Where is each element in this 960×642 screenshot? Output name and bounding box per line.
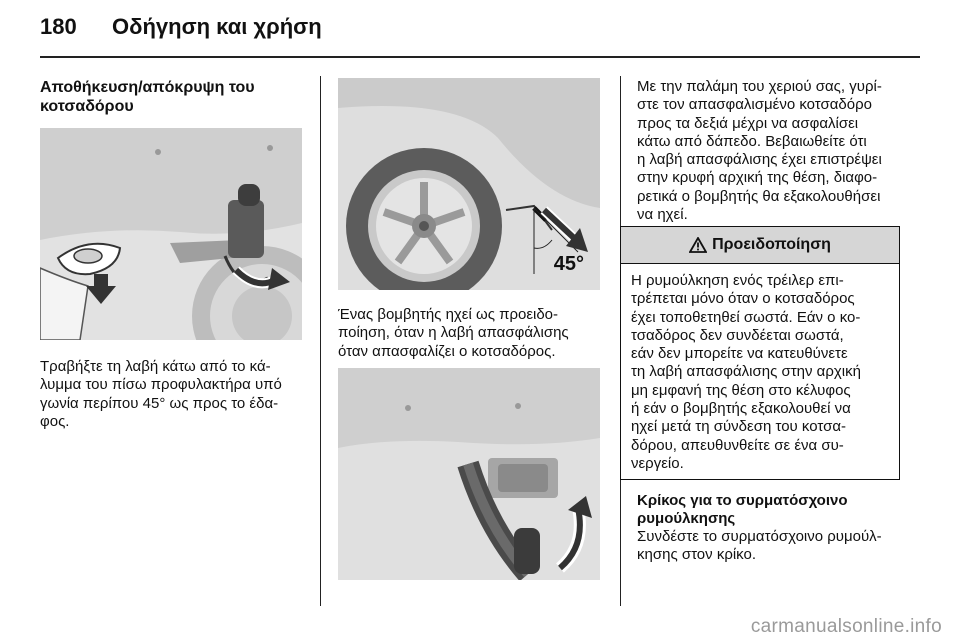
text-line: στην κρυφή αρχική της θέση, διαφο- xyxy=(637,169,878,187)
left-paragraph xyxy=(40,358,282,431)
warning-title-bar xyxy=(621,227,899,264)
page-number: 180 xyxy=(40,14,77,39)
text-line: νεργείο. xyxy=(631,454,684,472)
text-line: κάτω από δάπεδο. Βεβαιωθείτε ότι xyxy=(637,132,867,150)
warning-body xyxy=(621,264,899,473)
text-line: τη λαβή απασφάλισης στην αρχική xyxy=(631,363,861,381)
angle-label: 45° xyxy=(553,253,584,275)
text-line: τσαδόρος δεν συνδέεται σωστά, xyxy=(631,326,844,344)
sub-paragraph xyxy=(637,528,882,565)
text-line: γωνία περίπου 45° ως προς το έδα- xyxy=(40,394,279,412)
text-line: Συνδέστε το συρματόσχοινο ρυμούλ- xyxy=(637,528,882,545)
warning-triangle-icon xyxy=(689,237,707,253)
text-line: Τραβήξτε τη λαβή κάτω από το κά- xyxy=(40,358,271,375)
text-line: φος. xyxy=(40,412,70,430)
figure-rotate-towbar-illustration xyxy=(338,368,600,580)
text-line: ηχεί μετά τη σύνδεση του κοτσα- xyxy=(631,418,846,436)
text-line: λυμμα του πίσω προφυλακτήρα υπό xyxy=(40,376,282,394)
section-heading xyxy=(40,78,255,116)
text-line: τρέπεται μόνο όταν ο κοτσαδόρος xyxy=(631,290,855,308)
text-line: ρετικά ο βομβητής θα εξακολουθήσει xyxy=(637,187,881,205)
text-line: μη εμφανή της θέση στο κέλυφος xyxy=(631,381,851,399)
text-line: εάν δεν μπορείτε να κατευθύνετε xyxy=(631,345,848,363)
section-heading-line: Αποθήκευση/απόκρυψη του xyxy=(40,79,255,96)
text-line: η λαβή απασφάλισης έχει επιστρέψει xyxy=(637,151,882,169)
page-header xyxy=(40,14,920,54)
subsection-heading xyxy=(637,492,848,528)
section-heading-line: κοτσαδόρου xyxy=(40,98,134,115)
text-line: Με την παλάμη του χεριού σας, γυρί- xyxy=(637,78,882,95)
figure-pull-handle xyxy=(40,128,302,340)
text-line: Η ρυμούλκηση ενός τρέιλερ επι- xyxy=(631,272,844,289)
column-divider-left xyxy=(320,76,321,606)
text-line: έχει τοποθετηθεί σωστά. Εάν ο κο- xyxy=(631,308,861,326)
text-line: να ηχεί. xyxy=(637,206,688,224)
warning-box xyxy=(620,226,900,480)
figure-handle-angle xyxy=(338,78,600,290)
subsection-heading-line: ρυμούλκησης xyxy=(637,510,736,527)
figure-rotate-towbar xyxy=(338,368,600,580)
subsection-heading-line: Κρίκος για το συρματόσχοινο xyxy=(637,492,848,509)
text-line: προς τα δεξιά μέχρι να ασφαλίσει xyxy=(637,114,859,132)
warning-title: Προειδοποίηση xyxy=(712,236,831,253)
watermark: carmanualsonline.info xyxy=(750,616,942,637)
text-line: δόρου, απευθυνθείτε σε ένα συ- xyxy=(631,436,844,454)
text-line: στε τον απασφαλισμένο κοτσαδόρο xyxy=(637,96,872,114)
text-line: ή εάν ο βομβητής εξακολουθεί να xyxy=(631,400,851,418)
middle-paragraph xyxy=(338,306,569,361)
text-line: όταν απασφαλίζει ο κοτσαδόρος. xyxy=(338,342,556,360)
text-line: ποίηση, όταν η λαβή απασφάλισης xyxy=(338,324,569,342)
right-paragraph xyxy=(637,78,882,224)
figure-pull-handle-illustration xyxy=(40,128,302,340)
page-header-title: Οδήγηση και χρήση xyxy=(112,14,322,39)
text-line: κησης στον κρίκο. xyxy=(637,546,757,564)
text-line: Ένας βομβητής ηχεί ως προειδο- xyxy=(338,306,559,323)
header-rule xyxy=(40,56,920,58)
